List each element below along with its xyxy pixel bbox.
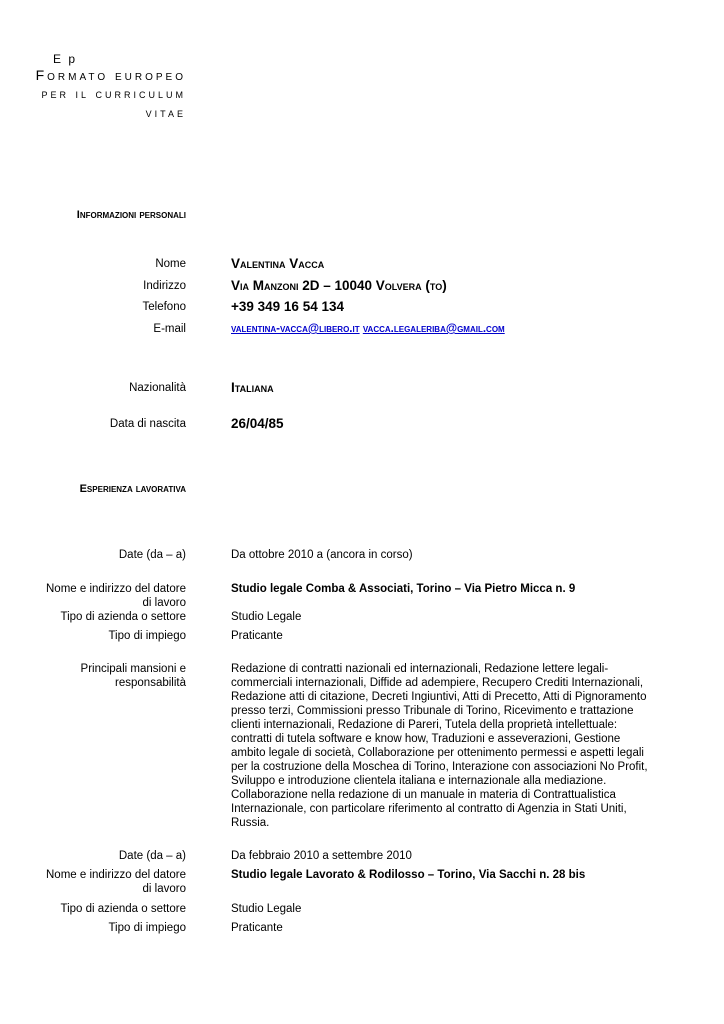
person-phone: +39 349 16 54 134 xyxy=(231,299,344,314)
job1-label-role: Tipo di impiego xyxy=(108,630,186,642)
job1-label-employer: Nome e indirizzo del datore di lavoro xyxy=(46,583,186,609)
section-work-experience: Esperienza lavorativa xyxy=(79,483,186,495)
person-birth: 26/04/85 xyxy=(231,416,284,431)
job1-dates: Da ottobre 2010 a (ancora in corso) xyxy=(231,549,413,561)
email-link-gmail[interactable]: vacca.legaleriba@gmail.com xyxy=(362,323,505,335)
label-name: Nome xyxy=(155,258,186,270)
job2-label-role: Tipo di impiego xyxy=(108,922,186,934)
person-name: Valentina Vacca xyxy=(231,256,325,271)
cv-title-line3: vitae xyxy=(145,106,186,120)
job2-label-dates: Date (da – a) xyxy=(118,850,186,862)
job2-employer: Studio legale Lavorato & Rodilosso – Torino, Via Sacchi n. 28 bis xyxy=(231,869,586,881)
job1-sector: Studio Legale xyxy=(231,611,302,623)
label-phone: Telefono xyxy=(142,301,186,313)
label-birth: Data di nascita xyxy=(109,418,186,430)
section-personal-info: Informazioni personali xyxy=(76,209,186,221)
cv-title-line2: per il curriculum xyxy=(41,87,186,101)
job2-role: Praticante xyxy=(231,922,283,934)
label-email: E-mail xyxy=(153,323,186,335)
job2-sector: Studio Legale xyxy=(231,903,302,915)
person-address: Via Manzoni 2D – 10040 Volvera (to) xyxy=(231,278,447,293)
person-nationality: Italiana xyxy=(231,380,274,395)
cv-title-line1: Formato europeo xyxy=(35,67,186,83)
header-ep: E p xyxy=(53,52,78,66)
email-links xyxy=(231,322,661,336)
job2-label-sector: Tipo di azienda o settore xyxy=(60,903,186,915)
label-address: Indirizzo xyxy=(143,280,186,292)
label-nationality: Nazionalità xyxy=(129,382,186,394)
job2-dates: Da febbraio 2010 a settembre 2010 xyxy=(231,850,412,862)
job1-label-duties: Principali mansioni e responsabilità xyxy=(80,663,186,689)
job1-role: Praticante xyxy=(231,630,283,642)
job1-label-dates: Date (da – a) xyxy=(118,549,186,561)
job1-employer: Studio legale Comba & Associati, Torino – Via Pietro Micca n. 9 xyxy=(231,583,576,595)
email-link-libero[interactable]: valentina-vacca@libero.it xyxy=(231,323,360,335)
job1-duties: Redazione di contratti nazionali ed internazionali, Redazione lettere legali-commerciali internazionali, Diffide ad adempiere, Recupero Crediti Internazionali, Redazione atti di citazione, Decreti Ingiuntivi, Atti di Precetto, Atti di Pignoramento presso terzi, Commissioni presso Tribunale di Torino, Ricevimento e trattazione clienti internazionali, Redazione di Pareri, Tutela della proprietà intellettuale: contratti di tutela software e know how, Traduzioni e asseverazioni, Gestione ambito legale di società, Collaborazione per ottenimento permessi e aspetti legali per la costruzione della Moschea di Torino, Interazione con associazioni No Profit, Sviluppo e introduzione clientela italiana e internazionale alla mediazione. Collaborazione nella redazione di un manuale in materia di Contrattualistica Internazionale, con particolare riferimento al contratto di Agenzia in Stati Uniti, Russia. xyxy=(231,663,648,829)
job1-label-sector: Tipo di azienda o settore xyxy=(60,611,186,623)
job2-label-employer: Nome e indirizzo del datore di lavoro xyxy=(46,869,186,895)
